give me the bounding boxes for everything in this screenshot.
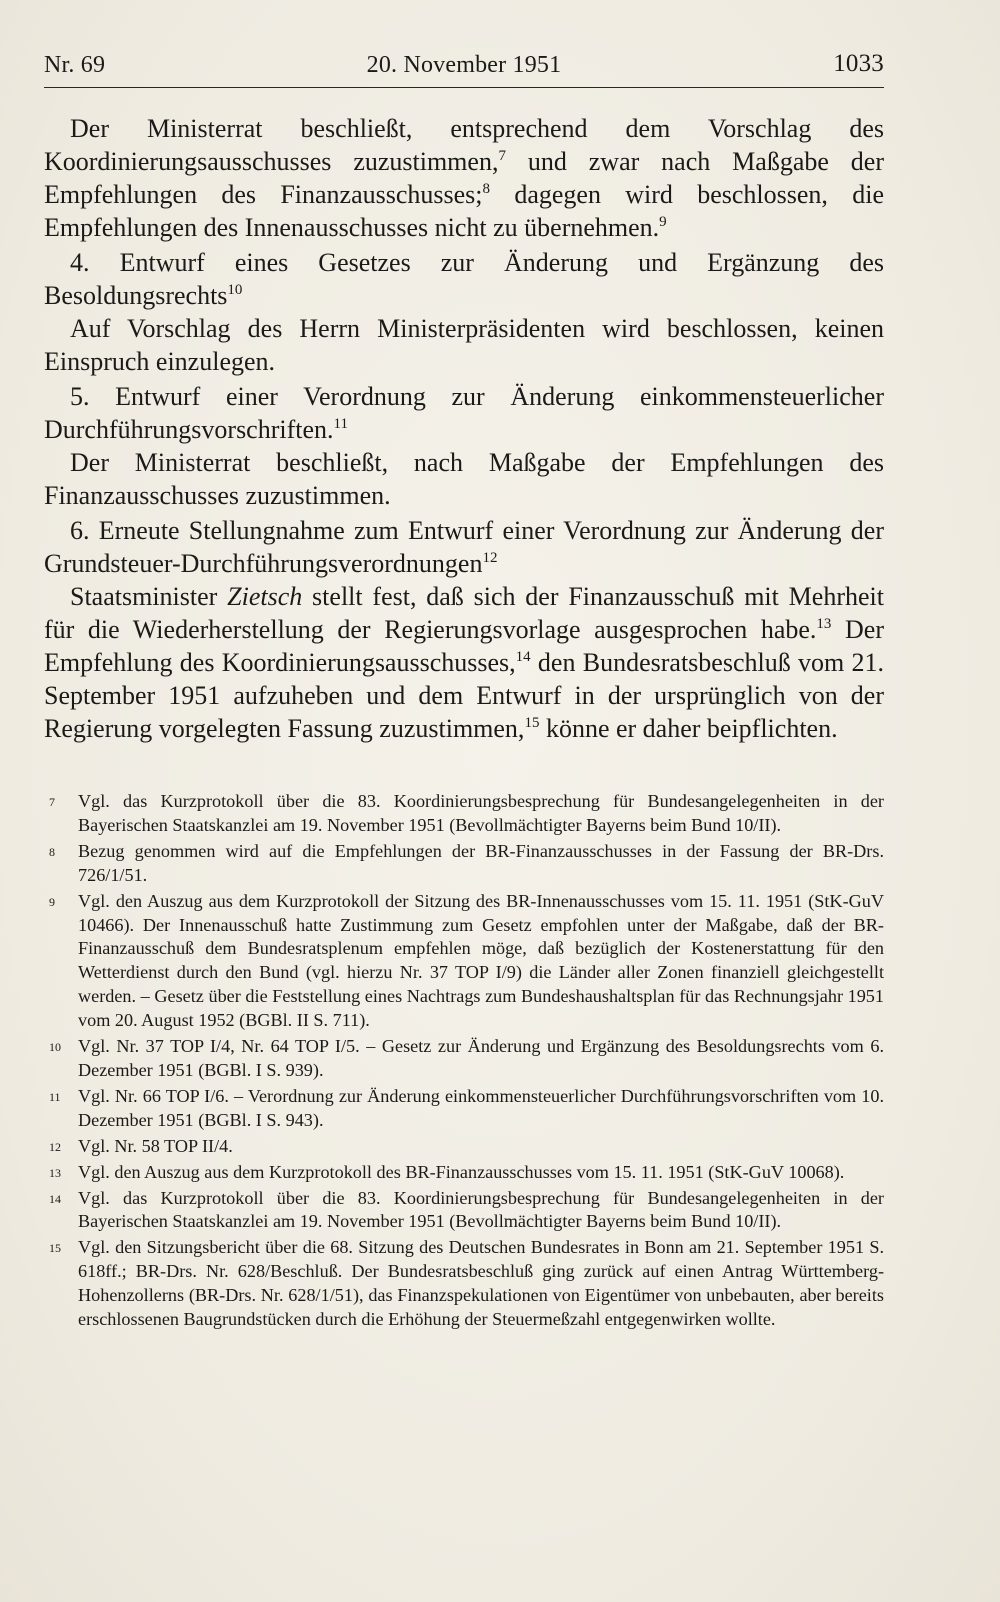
footnote-number: 12 <box>49 1139 61 1154</box>
footnote-text: Vgl. den Sitzungsbericht über die 68. Sitzung des Deutschen Bundesrates in Bonn am 21. September 1951 S. 618ff.; BR-Drs. Nr. 628/Beschluß. Der Bundesratsbeschluß ging zurück auf einen Antrag Württemberg-Hohenzollerns (BR-Drs. Nr. 628/1/51), das Finanzspekulationen von Eigentümer von unbebauten, aber bereits erschlossenen Baugrundstücken durch die Erhöhung der Steuermeßzahl entgegenwirken wollte. <box>78 1237 884 1330</box>
footnote-number: 14 <box>49 1191 61 1206</box>
heading-text: 6. Erneute Stellungnahme zum Entwurf einer Verordnung zur Änderung der Grundsteuer-Durchführungsverordnungen <box>44 516 884 578</box>
footnote-number: 15 <box>49 1241 61 1256</box>
footnote <box>44 1135 884 1159</box>
footnote <box>44 1085 884 1133</box>
agenda-item-5-heading <box>44 380 884 446</box>
paragraph-resolution <box>44 112 884 244</box>
text-run: Der Empfehlung des Koordinierungsausschusses, <box>44 615 884 677</box>
footnote-number: 9 <box>49 894 55 909</box>
text-run: könne er daher beipflichten. <box>539 714 838 743</box>
footnote-ref[interactable]: 11 <box>333 416 348 432</box>
text-run: dagegen wird beschlossen, die Empfehlungen des Innenausschusses nicht zu übernehmen. <box>44 180 884 242</box>
person-name: Zietsch <box>227 582 303 611</box>
agenda-item-4-text: Auf Vorschlag des Herrn Ministerpräsidenten wird beschlossen, keinen Einspruch einzulegen. <box>44 314 884 376</box>
footnote-number: 13 <box>49 1165 61 1180</box>
footnote-ref[interactable]: 14 <box>515 649 531 665</box>
agenda-item-6-heading <box>44 514 884 580</box>
agenda-item-4-heading <box>44 246 884 312</box>
footnote <box>44 840 884 888</box>
footnote-number: 7 <box>49 795 55 809</box>
footnote-ref[interactable]: 12 <box>482 550 498 566</box>
text-run: Staatsminister <box>70 582 228 611</box>
text-run: Der Ministerrat beschließt, entsprechend dem Vorschlag des Koordinierungsausschusses zuzustimmen, <box>44 114 884 176</box>
text-run: stellt fest, daß sich der Finanzausschuß mit Mehrheit für die Wiederherstellung der Regierungsvorlage ausgesprochen habe. <box>44 582 884 644</box>
footnote-text: Vgl. den Auszug aus dem Kurzprotokoll des BR-Finanzausschusses vom 15. 11. 1951 (StK-GuV 10068). <box>78 1161 845 1182</box>
main-text <box>44 112 884 745</box>
document-number: Nr. 69 <box>44 52 106 78</box>
footnote-ref[interactable]: 7 <box>498 148 506 164</box>
footnote-text: Vgl. Nr. 66 TOP I/6. – Verordnung zur Änderung einkommensteuerlicher Durchführungsvorschriften vom 10. Dezember 1951 (BGBl. I S. 943). <box>78 1085 884 1130</box>
footnote <box>44 1187 884 1235</box>
footnote-text: Vgl. das Kurzprotokoll über die 83. Koordinierungsbesprechung für Bundesangelegenheiten in der Bayerischen Staatskanzlei am 19. November 1951 (Bevollmächtigter Bayerns beim Bund 10/II). <box>78 791 884 835</box>
footnote-ref[interactable]: 10 <box>227 282 243 298</box>
text-run: und zwar nach Maßgabe der Empfehlungen des Finanzausschusses; <box>44 147 885 209</box>
text-run: den Bundesratsbeschluß vom 21. September 1951 aufzuheben und dem Entwurf in der ursprünglich von der Regierung vorgelegten Fassung zuzustimmen, <box>44 648 884 743</box>
agenda-item-5-text: Der Ministerrat beschließt, nach Maßgabe der Empfehlungen des Finanzausschusses zuzustimmen. <box>44 448 884 510</box>
footnote-number: 8 <box>49 844 55 859</box>
heading-text: 5. Entwurf einer Verordnung zur Änderung einkommensteuerlicher Durchführungsvorschriften. <box>44 382 884 444</box>
footnote-ref[interactable]: 8 <box>482 181 491 197</box>
footnote-text: Bezug genommen wird auf die Empfehlungen der BR-Finanzausschusses in der Fassung der BR-Drs. 726/1/51. <box>78 840 884 885</box>
footnote-text: Vgl. Nr. 37 TOP I/4, Nr. 64 TOP I/5. – Gesetz zur Änderung und Ergänzung des Besoldungsrechts vom 6. Dezember 1951 (BGBl. I S. 939). <box>78 1036 884 1080</box>
agenda-item-6-text <box>44 580 884 745</box>
footnote-text: Vgl. den Auszug aus dem Kurzprotokoll der Sitzung des BR-Innenausschusses vom 15. 11. 1951 (StK-GuV 10466). Der Innenausschuß hatte Zustimmung zum Gesetz empfohlen unter der Maßgabe, daß der BR-Finanzausschuß dem Bundesratsplenum empfehlen möge, daß bezüglich der Kostenerstattung für den Wetterdienst durch den Bund (vgl. hierzu Nr. 37 TOP I/9) die Länder aller Zonen finanziell gleichgestellt werden. – Gesetz über die Feststellung eines Nachtrags zum Bundeshaushaltsplan für das Rechnungsjahr 1951 vom 20. August 1952 (BGBl. II S. 711). <box>78 890 884 1031</box>
header-rule <box>44 87 884 88</box>
footnote <box>44 890 884 1033</box>
footnote-text: Vgl. Nr. 58 TOP II/4. <box>78 1135 233 1156</box>
footnote-text: Vgl. das Kurzprotokoll über die 83. Koordinierungsbesprechung für Bundesangelegenheiten in der Bayerischen Staatskanzlei am 19. November 1951 (Bevollmächtigter Bayerns beim Bund 10/II). <box>78 1187 884 1232</box>
header-date: 20. November 1951 <box>366 52 562 78</box>
footnote-ref[interactable]: 13 <box>816 616 832 632</box>
footnote-ref[interactable]: 9 <box>659 214 667 230</box>
page-number: 1033 <box>833 50 884 77</box>
footnote <box>44 790 884 838</box>
heading-text: 4. Entwurf eines Gesetzes zur Änderung und Ergänzung des Besoldungsrechts <box>44 248 884 310</box>
footnotes <box>44 790 884 1334</box>
footnote <box>44 1236 884 1332</box>
running-header <box>44 46 884 86</box>
footnote-number: 10 <box>49 1040 61 1055</box>
footnote-ref[interactable]: 15 <box>524 715 540 731</box>
footnote-number: 11 <box>49 1089 61 1104</box>
footnote <box>44 1035 884 1083</box>
footnote <box>44 1161 884 1185</box>
